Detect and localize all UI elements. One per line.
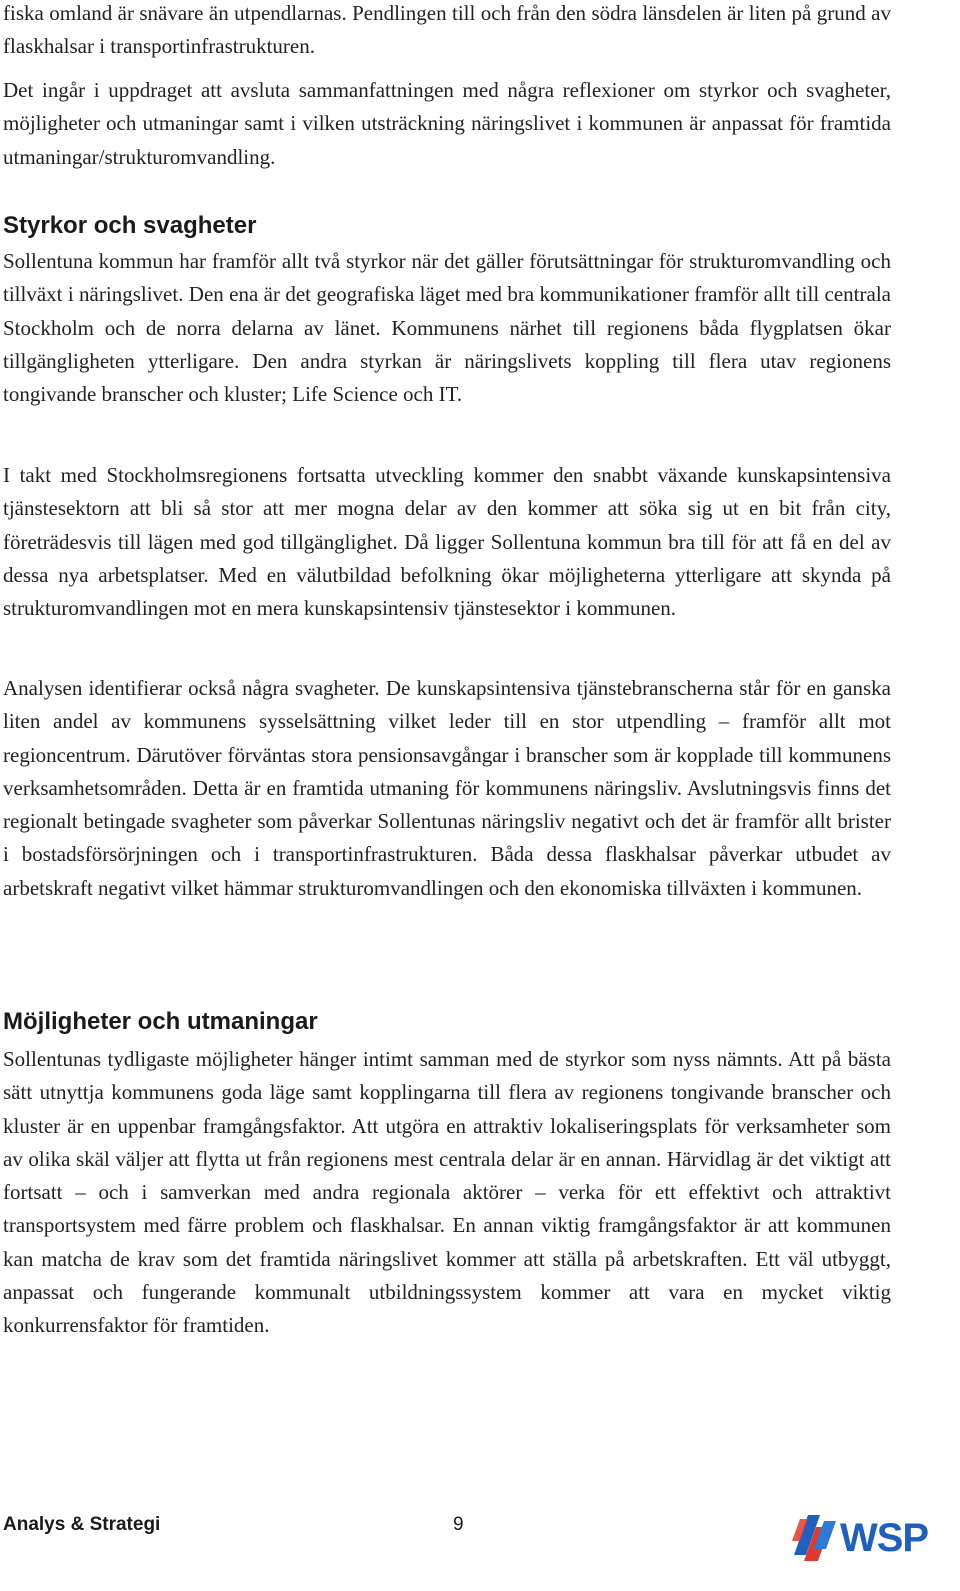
- paragraph-assignment: Det ingår i uppdraget att avsluta sammanfattningen med några reflexioner om styrkor och svagheter, möjligheter och utmaningar samt i vilken utsträckning näringslivet i kommunen är anpassat för framtida utmaningar/strukturomvandling.: [3, 78, 891, 169]
- footer-title: Analys & Strategi: [3, 1514, 161, 1535]
- wsp-logo-text: WSP: [840, 1516, 929, 1560]
- wsp-logo-mark: [792, 1515, 836, 1561]
- heading-styrkor-och-svagheter: Styrkor och svagheter: [3, 212, 257, 239]
- heading-mojligheter-och-utmaningar: Möjligheter och utmaningar: [3, 1008, 318, 1035]
- paragraph-strengths: Sollentuna kommun har framför allt två styrkor när det gäller förutsättningar för strukturomvandling och tillväxt i näringslivet. Den ena är det geografiska läget med bra kommunikationer framför allt till centrala Stockholm och de norra delarna av länet. Kommunens närhet till regionens båda flygplatsen ökar tillgängligheten ytterligare. Den andra styrkan är näringslivets koppling till flera utav regionens tongivande branscher och kluster; Life Science och IT.: [3, 249, 891, 407]
- paragraph-intro-continuation: fiska omland är snävare än utpendlarnas. Pendlingen till och från den södra länsdelen är liten på grund av flaskhalsar i transportinfrastrukturen.: [3, 1, 891, 59]
- wsp-logo: [790, 1505, 950, 1565]
- page-number: 9: [453, 1514, 464, 1535]
- paragraph-opportunities: Sollentunas tydligaste möjligheter hänger intimt samman med de styrkor som nyss nämnts. Att på bästa sätt utnyttja kommunens goda läge samt kopplingarna till flera av regionens tongivande branscher och kluster är en uppenbar framgångsfaktor. Att utgöra en attraktiv lokaliseringsplats för verksamheter som av olika skäl väljer att flytta ut från regionens mest centrala delar är en annan. Härvidlag är det viktigt att fortsatt – och i samverkan med andra regionala aktörer – verka för ett effektivt och attraktivt transportsystem med färre problem och flaskhalsar. En annan viktig framgångsfaktor är att kommunen kan matcha de krav som det framtida näringslivet kommer att ställa på arbetskraften. Ett väl utbyggt, anpassat och fungerande kommunalt utbildningssystem kommer att vara en mycket viktig konkurrensfaktor för framtiden.: [3, 1047, 891, 1338]
- paragraph-weaknesses: Analysen identifierar också några svagheter. De kunskapsintensiva tjänstebranscherna står för en ganska liten andel av kommunens sysselsättning vilket leder till en stor utpendling – framför allt mot regioncentrum. Därutöver förväntas stora pensionsavgångar i branscher som är kopplade till kommunens verksamhetsområden. Detta är en framtida utmaning för kommunens näringsliv. Avslutningsvis finns det regionalt betingade svagheter som påverkar Sollentunas näringsliv negativt och det är framför allt brister i bostadsförsörjningen och i transportinfrastrukturen. Båda dessa flaskhalsar påverkar utbudet av arbetskraft negativt vilket hämmar strukturomvandlingen och den ekonomiska tillväxten i kommunen.: [3, 676, 891, 900]
- paragraph-growth: I takt med Stockholmsregionens fortsatta utveckling kommer den snabbt växande kunskapsintensiva tjänstesektorn att bli så stor att mer mogna delar av den kommer att söka sig ut en bit från city, företrädesvis till lägen med god tillgänglighet. Då ligger Sollentuna kommun bra till för att få en del av dessa nya arbetsplatser. Med en välutbildad befolkning ökar möjligheterna ytterligare att skynda på strukturomvandlingen mot en mera kunskapsintensiv tjänstesektor i kommunen.: [3, 463, 891, 621]
